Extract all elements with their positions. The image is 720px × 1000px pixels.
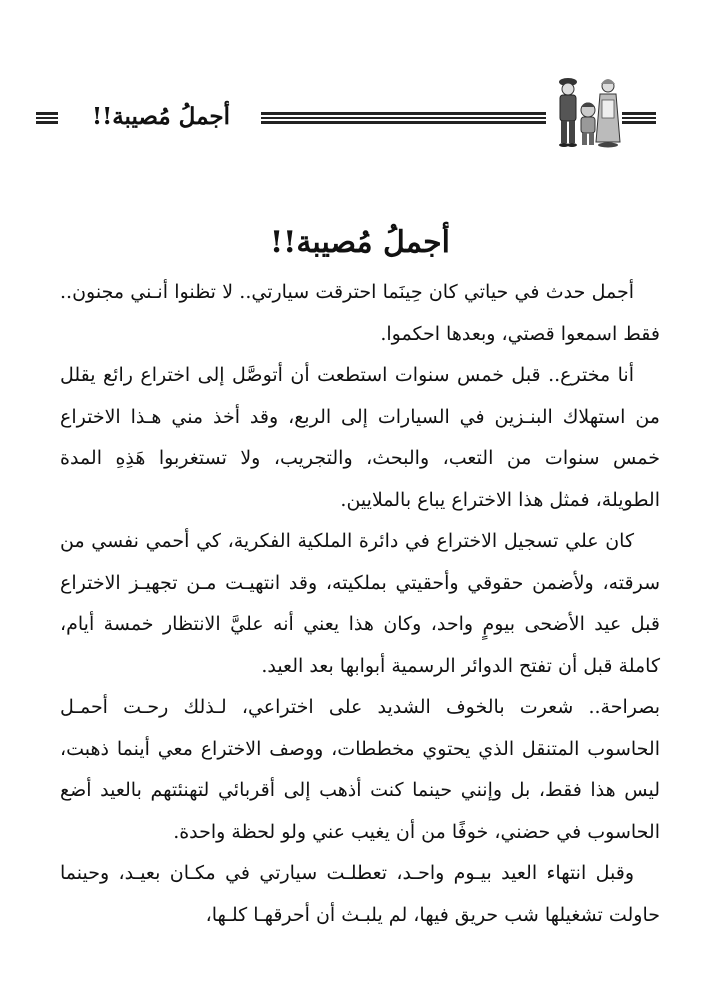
header-rule-left: [36, 112, 58, 124]
body-text: [60, 272, 660, 936]
paragraph-1: أجمل حدث في حياتي كان حِينَما احترقت سيارتي.. لا تظنوا أنـني مجنون.. فقط اسمعوا قصتي، وبعدها احكموا.: [60, 281, 660, 345]
running-header-title: أجملُ مُصيبة!!: [92, 103, 230, 130]
paragraph-2: أنا مخترع.. قبل خمس سنوات استطعت أن أتوصَّل إلى اختراع رائع يقلل من استهلاك البنـزين في السيارات إلى الربع، وقد أخذ مني هـذا الاختراع خمس سنوات من التعب، والبحث، والتجريب، ولا تستغربوا هَذِهِ المدة الطويلة، فمثل هذا الاختراع يباع بالملايين.: [60, 364, 660, 511]
paragraph-5: وقبل انتهاء العيد بيـوم واحـد، تعطلـت سيارتي في مكـان بعيـد، وحينما حاولت تشغيلها شب حريق فيها، لم يلبـث أن أحرقهـا كلـها،: [60, 862, 660, 926]
running-header: [36, 70, 656, 150]
header-rule-right: [622, 112, 656, 124]
chapter-heading: أجملُ مُصيبة!!: [270, 225, 450, 260]
family-illustration-icon: [548, 70, 622, 150]
paragraph-4: بصراحة.. شعرت بالخوف الشديد على اختراعي، لـذلك رحـت أحمـل الحاسوب المتنقل الذي يحتوي مخططات، ووصف الاختراع معي أينما ذهبت، ليس هذا فقط، بل وإنني حينما كنت أذهب إلى أقربائي لتهنئتهم بالعيد أضع الحاسوب في حضني، خوفًا من أن يغيب عني ولو لحظة واحدة.: [60, 696, 660, 843]
paragraph-3: كان علي تسجيل الاختراع في دائرة الملكية الفكرية، كي أحمي نفسي من سرقته، ولأضمن حقوقي وأحقيتي بملكيته، وقد انتهيـت مـن تجهيـز الاختراع قبل عيد الأضحى بيومٍ واحد، وكان هذا يعني أنه عليَّ الانتظار خمسة أيام، كاملة قبل أن تفتح الدوائر الرسمية أبوابها بعد العيد.: [60, 530, 660, 677]
header-rule-middle: [261, 112, 546, 124]
